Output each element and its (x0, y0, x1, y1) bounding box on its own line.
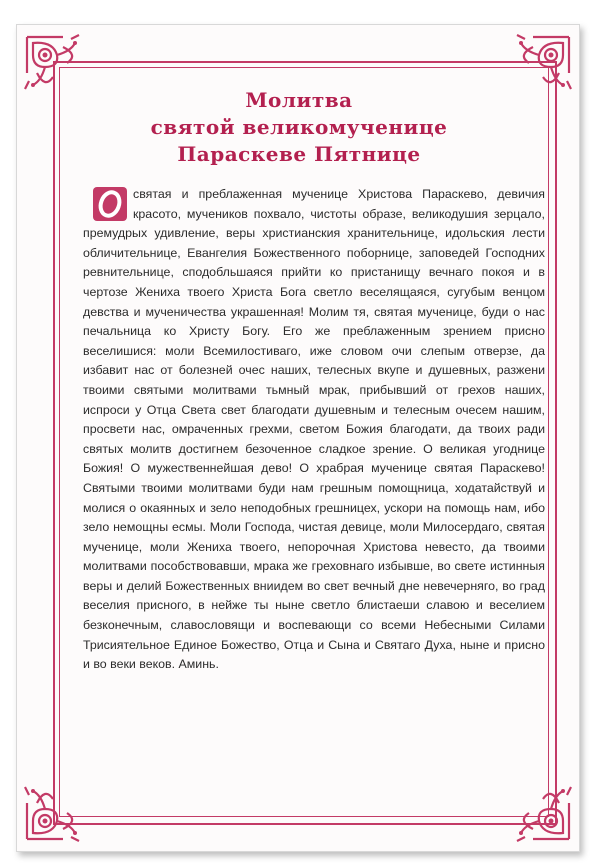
ornament-corner-icon (503, 33, 573, 103)
prayer-body: святая и преблаженная мученице Христова Параскево, девичия красото, мучеников похвало, чистоты образе, великодушия зерцало, премудрых удивление, веры христианския хранительнице, идольския лести обличительнице, Евангелия Божественного поборнице, заповедей Господних ревнительнице, сподобльшаяся прийти ко пристанищу вечнаго покоя и в чертозе Жениха твоего Христа Бога светло веселящаяся, сугубым венцом девства и мученичества украшенная! Молим тя, святая мученице, буди о нас печальница ко Христу Богу. Его же преблаженным зрением присно веселишися: моли Всемилостиваго, иже словом очи слепым отверзе, да избавит нас от болезней очес наших, телесных вкупе и душевных, разжени твоими святыми молитвами тьмный мрак, прибывший от грехов наших, испроси у Отца Света свет благодати душевным и телесным очесем нашим, просвети нас, омраченных грехми, светом Божия благодати, да твоих ради святых молитв достигнем безоченное сладкое зрение. О великая угоднице Божия! О мужественнейшая дево! О храбрая мученице святая Параскево! Святыми твоими молитвами буди нам грешным помощница, ходатайствуй и молися о окаянных и зело неподобных грешницех, ускори на помощь нам, ибо зело немощны есмы. Моли Господа, чистая девице, моли Милосердаго, святая мученице, моли Жениха твоего, непорочная Христова невесто, да твоими молитвами пособствовавши, мрака же греховнаго избывше, во свете истинныя веры и делий Божественных вниидем во свет вечный дне невечерняго, во град веселия присного, в нейже ты ныне светло блистаеши славою и веселием безконечным, славословящи и воспевающи со всеми Небесными Силами Трисиятельное Единое Божество, Отца и Сына и Святаго Духа, ныне и присно и во веки веков. Аминь. (83, 187, 545, 672)
ornament-corner-icon (503, 773, 573, 843)
prayer-card (16, 24, 580, 852)
drop-cap-icon (93, 187, 127, 221)
prayer-title (107, 87, 491, 168)
title-line-3: Параскеве Пятнице (177, 142, 421, 166)
title-line-1: Молитва (245, 88, 353, 112)
prayer-text-block (83, 185, 545, 675)
ornament-corner-icon (23, 773, 93, 843)
ornament-corner-icon (23, 33, 93, 103)
title-line-2: святой великомученице (150, 115, 448, 139)
